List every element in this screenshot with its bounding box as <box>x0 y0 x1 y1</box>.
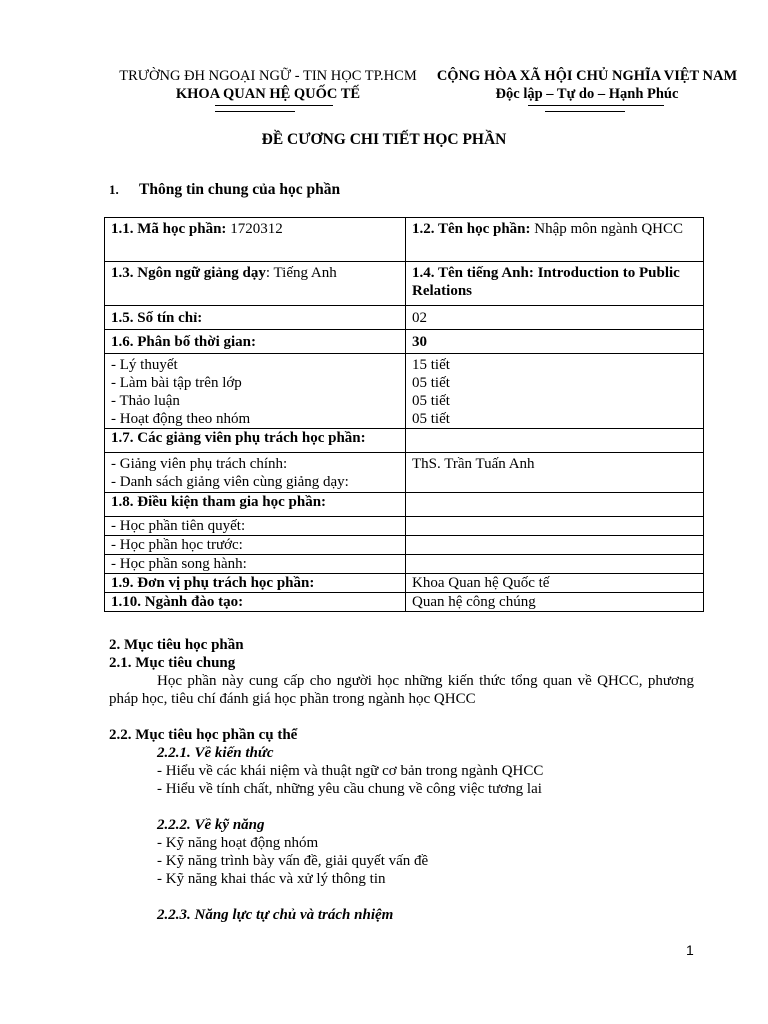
general-objective-text: Học phần này cung cấp cho người học những kiến thức tổng quan về QHCC, phương pháp học, tiêu chí đánh giá học phần trong ngành học QHCC <box>109 673 694 707</box>
table-row <box>105 354 704 429</box>
table-row <box>105 517 704 536</box>
section-1-heading <box>109 181 340 199</box>
list-item: - Hiểu về các khái niệm và thuật ngữ cơ bản trong ngành QHCC <box>157 763 544 779</box>
table-row <box>105 493 704 517</box>
list-item: - Hiểu về tính chất, những yêu cầu chung về công việc tương lai <box>157 781 542 797</box>
table-row <box>105 536 704 555</box>
table-row <box>105 262 704 306</box>
table-cell <box>406 517 704 536</box>
document-title: ĐỀ CƯƠNG CHI TIẾT HỌC PHẦN <box>261 131 507 148</box>
conditions-label: 1.8. Điều kiện tham gia học phần: <box>105 493 406 517</box>
general-objective-heading: 2.1. Mục tiêu chung <box>109 655 236 671</box>
university-name: TRƯỜNG ĐH NGOẠI NGỮ - TIN HỌC TP.HCM <box>119 68 417 84</box>
table-cell <box>105 262 406 306</box>
table-cell <box>406 218 704 262</box>
language-label: 1.3. Ngôn ngữ giảng dạy <box>111 265 266 281</box>
credits-label: 1.5. Số tín chỉ: <box>105 306 406 330</box>
header-left-underline-2 <box>215 111 295 112</box>
major-label: 1.10. Ngành đào tạo: <box>105 593 406 612</box>
header-right-underline <box>528 105 664 106</box>
autonomy-heading: 2.2.3. Năng lực tự chủ và trách nhiệm <box>157 907 394 923</box>
table-row <box>105 330 704 354</box>
table-row <box>105 429 704 453</box>
course-code-label: 1.1. Mã học phần: <box>111 221 227 237</box>
page-number: 1 <box>686 942 694 958</box>
unit-label: 1.9. Đơn vị phụ trách học phần: <box>105 574 406 593</box>
lecturers-label: 1.7. Các giảng viên phụ trách học phần: <box>105 429 406 453</box>
time-value-group: 05 tiết <box>412 411 450 427</box>
main-lecturer-value: ThS. Trần Tuấn Anh <box>406 453 704 493</box>
national-motto: Độc lập – Tự do – Hạnh Phúc <box>495 86 679 102</box>
header-right <box>432 67 742 103</box>
language-value: : Tiếng Anh <box>265 265 337 281</box>
section-2-heading: 2. Mục tiêu học phần <box>109 637 244 653</box>
time-item-exercise: - Làm bài tập trên lớp <box>111 375 242 391</box>
main-lecturer-label: - Giảng viên phụ trách chính: <box>111 456 288 472</box>
header-left <box>108 67 428 103</box>
table-cell <box>406 429 704 453</box>
table-cell <box>406 493 704 517</box>
course-name-label: 1.2. Tên học phần: <box>412 221 531 237</box>
table-cell <box>406 555 704 574</box>
list-item: - Kỹ năng khai thác và xử lý thông tin <box>157 871 386 887</box>
time-item-group: - Hoạt động theo nhóm <box>111 411 251 427</box>
prerequisite-label: - Học phần tiên quyết: <box>105 517 406 536</box>
section-1-title: Thông tin chung của học phần <box>139 181 341 198</box>
table-cell <box>406 354 704 429</box>
table-cell <box>406 536 704 555</box>
header-left-underline <box>215 105 333 106</box>
specific-objective-heading: 2.2. Mục tiêu học phần cụ thể <box>109 727 298 743</box>
course-info-table <box>104 217 704 612</box>
table-row <box>105 555 704 574</box>
parallel-course-label: - Học phần song hành: <box>105 555 406 574</box>
table-row <box>105 453 704 493</box>
faculty-name: KHOA QUAN HỆ QUỐC TẾ <box>175 86 361 102</box>
section-2 <box>109 636 694 924</box>
table-cell <box>105 218 406 262</box>
table-row <box>105 218 704 262</box>
time-allocation-value: 30 <box>406 330 704 354</box>
header-right-underline-2 <box>545 111 625 112</box>
time-item-discussion: - Thảo luận <box>111 393 180 409</box>
course-code-value: 1720312 <box>226 221 283 237</box>
table-row <box>105 306 704 330</box>
knowledge-heading: 2.2.1. Về kiến thức <box>157 745 274 761</box>
table-row <box>105 593 704 612</box>
credits-value: 02 <box>406 306 704 330</box>
time-allocation-label: 1.6. Phân bố thời gian: <box>105 330 406 354</box>
prior-course-label: - Học phần học trước: <box>105 536 406 555</box>
list-item: - Kỹ năng hoạt động nhóm <box>157 835 319 851</box>
english-name: 1.4. Tên tiếng Anh: Introduction to Public Relations <box>406 262 704 306</box>
table-cell <box>105 354 406 429</box>
time-value-theory: 15 tiết <box>412 357 450 373</box>
skills-heading: 2.2.2. Về kỹ năng <box>157 817 265 833</box>
co-lecturers-label: - Danh sách giảng viên cùng giảng dạy: <box>111 474 349 490</box>
time-value-discussion: 05 tiết <box>412 393 450 409</box>
table-row <box>105 574 704 593</box>
list-item: - Kỹ năng trình bày vấn đề, giải quyết vấn đề <box>157 853 429 869</box>
course-name-value: Nhập môn ngành QHCC <box>530 221 684 237</box>
section-1-number: 1. <box>109 182 119 197</box>
time-value-exercise: 05 tiết <box>412 375 450 391</box>
major-value: Quan hệ công chúng <box>406 593 704 612</box>
republic-name: CỘNG HÒA XÃ HỘI CHỦ NGHĨA VIỆT NAM <box>436 68 738 84</box>
time-item-theory: - Lý thuyết <box>111 357 178 373</box>
table-cell <box>105 453 406 493</box>
unit-value: Khoa Quan hệ Quốc tế <box>406 574 704 593</box>
